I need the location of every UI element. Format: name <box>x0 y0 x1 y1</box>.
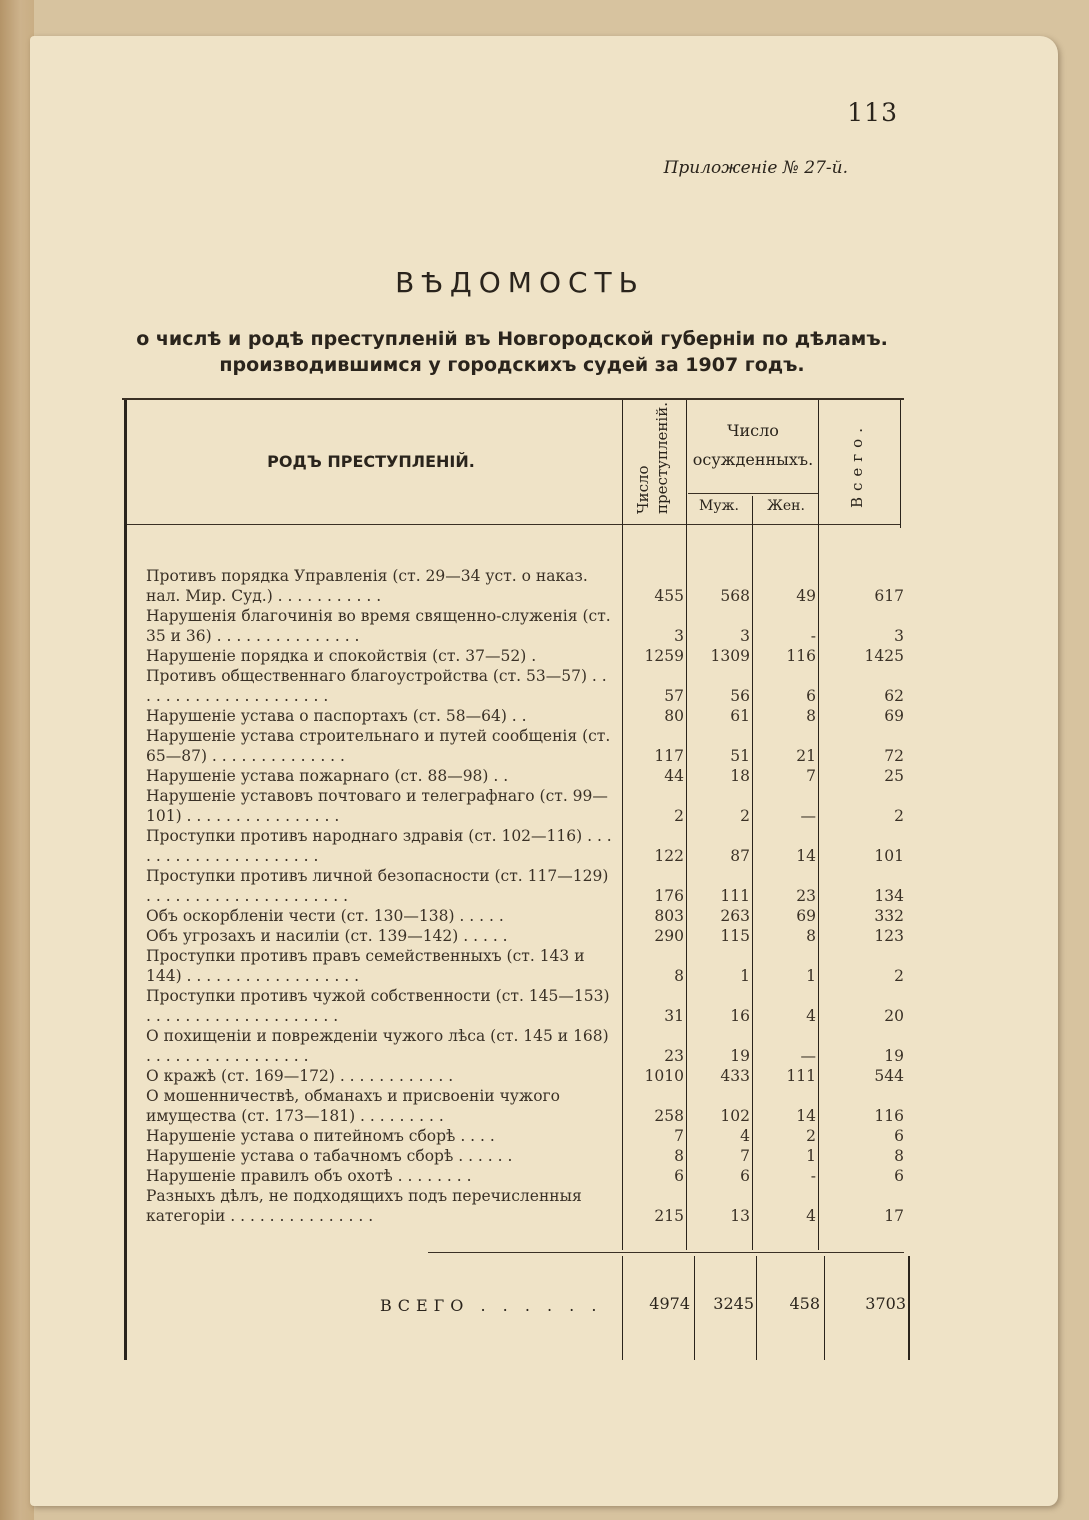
cell-crime-kind: Нарушеніе устава о паспортахъ (ст. 58—64) . . <box>146 707 527 725</box>
header-crime-kind: РОДЪ ПРЕСТУПЛЕНІЙ. <box>267 452 475 471</box>
cell-crimes: 803 <box>654 907 684 925</box>
cell-crimes: 290 <box>654 927 684 945</box>
cell-crime-kind: О кражѣ (ст. 169—172) . . . . . . . . . . . . <box>146 1067 454 1085</box>
cell-men: 433 <box>720 1067 750 1085</box>
cell-men: 1309 <box>710 647 750 665</box>
cell-crime-kind: Нарушеніе устава о питейномъ сборѣ . . . . <box>146 1127 495 1145</box>
cell-crimes: 57 <box>664 687 684 705</box>
cell-total: 6 <box>894 1127 904 1145</box>
cell-women: 111 <box>786 1067 816 1085</box>
table-row <box>0 1146 1089 1166</box>
cell-crime-kind: Нарушеніе устава пожарнаго (ст. 88—98) . . <box>146 767 509 785</box>
header-men: Муж. <box>699 498 739 514</box>
table-right-border <box>900 400 901 528</box>
cell-men: 568 <box>720 587 750 605</box>
table-row <box>0 606 1089 646</box>
cell-men: 13 <box>730 1207 750 1225</box>
table-row <box>0 826 1089 866</box>
cell-crime-kind: Проступки противъ правъ семейственныхъ (ст. 143 и 144) . . . . . . . . . . . . . . . . . . <box>146 947 585 985</box>
cell-women: — <box>800 1047 816 1065</box>
cell-women: 14 <box>796 1107 816 1125</box>
total-row-label: ВСЕГО . . . . . . <box>380 1296 603 1315</box>
column-divider <box>694 1256 695 1360</box>
cell-men: 115 <box>720 927 750 945</box>
document-title: ВѢДОМОСТЬ <box>395 266 645 299</box>
cell-total: 617 <box>874 587 904 605</box>
cell-total: 20 <box>884 1007 904 1025</box>
total-crimes: 4974 <box>649 1294 690 1313</box>
cell-women: 8 <box>806 927 816 945</box>
cell-crime-kind: Противъ порядка Управленія (ст. 29—34 уст. о наказ. нал. Мир. Суд.) . . . . . . . . . . . <box>146 567 588 605</box>
cell-total: 332 <box>874 907 904 925</box>
header-crimes-count: Число преступленій. <box>634 402 671 514</box>
cell-crimes: 215 <box>654 1207 684 1225</box>
table-row <box>0 706 1089 726</box>
cell-total: 62 <box>884 687 904 705</box>
cell-total: 134 <box>874 887 904 905</box>
cell-total: 2 <box>894 967 904 985</box>
cell-men: 51 <box>730 747 750 765</box>
cell-crime-kind: Проступки противъ чужой собственности (ст. 145—153) . . . . . . . . . . . . . . . . . . . . <box>146 987 610 1025</box>
cell-men: 1 <box>740 967 750 985</box>
cell-women: 23 <box>796 887 816 905</box>
cell-women: 69 <box>796 907 816 925</box>
cell-total: 1425 <box>864 647 904 665</box>
cell-men: 102 <box>720 1107 750 1125</box>
cell-women: 7 <box>806 767 816 785</box>
cell-crimes: 455 <box>654 587 684 605</box>
table-row <box>0 786 1089 826</box>
column-divider <box>824 1256 825 1360</box>
cell-total: 69 <box>884 707 904 725</box>
cell-total: 123 <box>874 927 904 945</box>
cell-women: — <box>800 807 816 825</box>
page-number: 113 <box>847 98 898 127</box>
cell-crime-kind: Противъ общественнаго благоустройства (ст. 53—57) . . . . . . . . . . . . . . . . . . . . . <box>146 667 607 705</box>
cell-crimes: 117 <box>654 747 684 765</box>
cell-women: - <box>810 1167 816 1185</box>
table-top-rule <box>122 398 904 400</box>
header-total: Всего. <box>848 422 866 508</box>
cell-women: 8 <box>806 707 816 725</box>
cell-women: 14 <box>796 847 816 865</box>
table-right-border <box>908 1256 910 1360</box>
cell-crimes: 6 <box>674 1167 684 1185</box>
header-women: Жен. <box>767 498 805 514</box>
table-row <box>0 1186 1089 1226</box>
appendix-label: Приложеніе № 27-й. <box>663 158 848 178</box>
cell-men: 2 <box>740 807 750 825</box>
cell-crimes: 1259 <box>644 647 684 665</box>
table-row <box>0 906 1089 926</box>
cell-crimes: 2 <box>674 807 684 825</box>
cell-crime-kind: Проступки противъ народнаго здравія (ст. 102—116) . . . . . . . . . . . . . . . . . . . . . <box>146 827 612 865</box>
cell-total: 8 <box>894 1147 904 1165</box>
cell-men: 4 <box>740 1127 750 1145</box>
cell-crime-kind: Разныхъ дѣлъ, не подходящихъ подъ перечисленныя категоріи . . . . . . . . . . . . . . . <box>146 1187 582 1225</box>
table-row <box>0 1026 1089 1066</box>
cell-men: 87 <box>730 847 750 865</box>
cell-crimes: 31 <box>664 1007 684 1025</box>
table-row <box>0 646 1089 666</box>
table-row <box>0 1126 1089 1146</box>
cell-crime-kind: Объ оскорбленіи чести (ст. 130—138) . . . . . <box>146 907 504 925</box>
cell-women: 49 <box>796 587 816 605</box>
cell-crimes: 1010 <box>644 1067 684 1085</box>
cell-men: 6 <box>740 1167 750 1185</box>
cell-crime-kind: Нарушеніе уставовъ почтоваго и телеграфнаго (ст. 99—101) . . . . . . . . . . . . . . . . <box>146 787 608 825</box>
cell-women: - <box>810 627 816 645</box>
cell-total: 101 <box>874 847 904 865</box>
cell-men: 111 <box>720 887 750 905</box>
cell-crimes: 3 <box>674 627 684 645</box>
cell-total: 544 <box>874 1067 904 1085</box>
cell-men: 3 <box>740 627 750 645</box>
cell-crime-kind: Нарушенія благочинія во время священно-служенія (ст. 35 и 36) . . . . . . . . . . . . . . . <box>146 607 611 645</box>
cell-crime-kind: Нарушеніе порядка и спокойствія (ст. 37—52) . <box>146 647 537 665</box>
cell-crimes: 8 <box>674 967 684 985</box>
table-row <box>0 926 1089 946</box>
cell-women: 1 <box>806 967 816 985</box>
cell-total: 2 <box>894 807 904 825</box>
cell-men: 61 <box>730 707 750 725</box>
cell-crimes: 23 <box>664 1047 684 1065</box>
header-bottom-rule <box>126 524 900 525</box>
subheader-rule <box>688 493 818 494</box>
cell-women: 21 <box>796 747 816 765</box>
cell-men: 7 <box>740 1147 750 1165</box>
cell-men: 16 <box>730 1007 750 1025</box>
cell-men: 18 <box>730 767 750 785</box>
cell-crimes: 80 <box>664 707 684 725</box>
table-row <box>0 1086 1089 1126</box>
cell-crimes: 7 <box>674 1127 684 1145</box>
cell-men: 19 <box>730 1047 750 1065</box>
cell-crime-kind: Нарушеніе устава строительнаго и путей сообщенія (ст. 65—87) . . . . . . . . . . . . . . <box>146 727 611 765</box>
header-convicted-group: Число осужденныхъ. <box>692 421 814 469</box>
table-row <box>0 766 1089 786</box>
cell-crime-kind: Нарушеніе правилъ объ охотѣ . . . . . . . . <box>146 1167 472 1185</box>
column-divider <box>756 1256 757 1360</box>
cell-men: 263 <box>720 907 750 925</box>
cell-crimes: 176 <box>654 887 684 905</box>
table-row <box>0 566 1089 606</box>
table-row <box>0 986 1089 1026</box>
cell-men: 56 <box>730 687 750 705</box>
table-row <box>0 866 1089 906</box>
cell-crime-kind: О похищеніи и поврежденіи чужого лѣса (ст. 145 и 168) . . . . . . . . . . . . . . . . . <box>146 1027 609 1065</box>
cell-total: 25 <box>884 767 904 785</box>
cell-crime-kind: О мошенничествѣ, обманахъ и присвоеніи чужого имущества (ст. 173—181) . . . . . . . . . <box>146 1087 560 1125</box>
total-men: 3245 <box>713 1294 754 1313</box>
cell-women: 4 <box>806 1207 816 1225</box>
column-divider <box>622 1256 623 1360</box>
cell-crime-kind: Проступки противъ личной безопасности (ст. 117—129) . . . . . . . . . . . . . . . . . . . . . <box>146 867 609 905</box>
cell-women: 116 <box>786 647 816 665</box>
cell-total: 116 <box>874 1107 904 1125</box>
table-row <box>0 666 1089 706</box>
cell-total: 6 <box>894 1167 904 1185</box>
total-women: 458 <box>789 1294 820 1313</box>
total-all: 3703 <box>865 1294 906 1313</box>
table-row <box>0 1066 1089 1086</box>
cell-women: 4 <box>806 1007 816 1025</box>
cell-crimes: 8 <box>674 1147 684 1165</box>
cell-crime-kind: Объ угрозахъ и насиліи (ст. 139—142) . . . . . <box>146 927 508 945</box>
cell-total: 3 <box>894 627 904 645</box>
cell-total: 72 <box>884 747 904 765</box>
document-subtitle: о числѣ и родѣ преступленій въ Новгородской губерніи по дѣламъ. производившимся у городскихъ судей за 1907 годъ. <box>136 328 888 376</box>
cell-crimes: 122 <box>654 847 684 865</box>
cell-women: 6 <box>806 687 816 705</box>
cell-crime-kind: Нарушеніе устава о табачномъ сборѣ . . . . . . <box>146 1147 513 1165</box>
cell-crimes: 44 <box>664 767 684 785</box>
table-row <box>0 1166 1089 1186</box>
table-row <box>0 726 1089 766</box>
cell-women: 1 <box>806 1147 816 1165</box>
total-rule <box>428 1252 904 1253</box>
table-row <box>0 946 1089 986</box>
cell-crimes: 258 <box>654 1107 684 1125</box>
cell-total: 19 <box>884 1047 904 1065</box>
cell-total: 17 <box>884 1207 904 1225</box>
cell-women: 2 <box>806 1127 816 1145</box>
